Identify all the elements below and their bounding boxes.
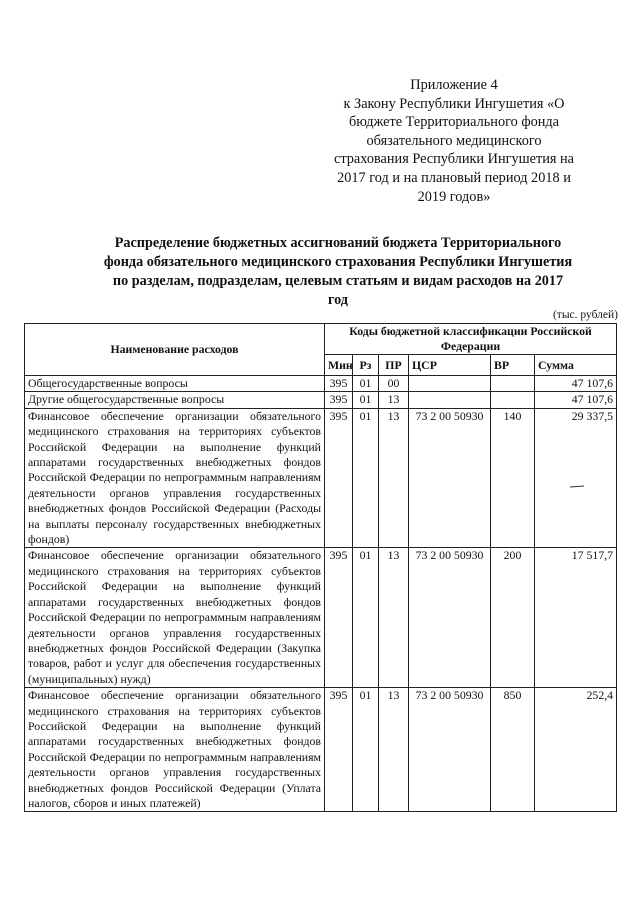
- budget-table: [24, 323, 617, 812]
- row-rz: 01: [353, 548, 379, 688]
- table-row: [25, 688, 617, 812]
- table-row: [25, 376, 617, 392]
- row-pr: 13: [379, 688, 409, 812]
- table-row: [25, 548, 617, 688]
- header-vr: ВР: [491, 355, 535, 376]
- row-pr: 13: [379, 392, 409, 408]
- header-sum: Сумма: [535, 355, 617, 376]
- row-min: 395: [325, 548, 353, 688]
- row-rz: 01: [353, 408, 379, 548]
- title-line: фонда обязательного медицинского страхования Республики Ингушетия: [103, 254, 573, 270]
- row-csr: [409, 376, 491, 392]
- table-row: [25, 408, 617, 548]
- row-name: Общегосударственные вопросы: [25, 376, 325, 392]
- row-name: Другие общегосударственные вопросы: [25, 392, 325, 408]
- row-pr: 00: [379, 376, 409, 392]
- units-label: (тыс. рублей): [552, 309, 618, 321]
- row-sum: 252,4: [535, 688, 617, 812]
- row-sum: 47 107,6: [535, 392, 617, 408]
- header-rz: Рз: [353, 355, 379, 376]
- header-row: [25, 324, 617, 355]
- appendix-note: [318, 76, 590, 206]
- row-csr: [409, 392, 491, 408]
- header-csr: ЦСР: [409, 355, 491, 376]
- row-csr: 73 2 00 50930: [409, 688, 491, 812]
- row-rz: 01: [353, 688, 379, 812]
- row-pr: 13: [379, 548, 409, 688]
- appendix-line: 2019 годов»: [417, 188, 491, 205]
- header-codes-group: Коды бюджетной классификации Российской Федерации: [325, 324, 617, 355]
- row-min: 395: [325, 408, 353, 548]
- appendix-line: Приложение 4: [410, 77, 498, 93]
- row-min: 395: [325, 376, 353, 392]
- appendix-line: к Закону Республики Ингушетия «О: [343, 95, 565, 112]
- row-sum: 29 337,5: [535, 408, 617, 548]
- row-min: 395: [325, 688, 353, 812]
- header-pr: ПР: [379, 355, 409, 376]
- row-pr: 13: [379, 408, 409, 548]
- row-min: 395: [325, 392, 353, 408]
- row-vr: 850: [491, 688, 535, 812]
- title-line: Распределение бюджетных ассигнований бюджета Территориального: [114, 235, 562, 251]
- title-line: год: [328, 292, 348, 308]
- row-vr: 200: [491, 548, 535, 688]
- appendix-line: страхования Республики Ингушетия на: [333, 151, 575, 168]
- row-vr: [491, 392, 535, 408]
- row-vr: [491, 376, 535, 392]
- header-name: Наименование расходов: [25, 324, 325, 376]
- row-name: Финансовое обеспечение организации обязательного медицинского страхования на территориях субъектов Российской Федерации на выполнение функций аппаратами государственных внебюджетных фондов Российской Федерации по непрограммным направлениям деятельности органов управления государственных внебюджетных фондов Российской Федерации (Закупка товаров, работ и услуг для обеспечения государственных (муниципальных) нужд): [25, 548, 325, 688]
- row-vr: 140: [491, 408, 535, 548]
- row-sum: 47 107,6: [535, 376, 617, 392]
- row-csr: 73 2 00 50930: [409, 408, 491, 548]
- header-min: Мин: [325, 355, 353, 376]
- row-name: Финансовое обеспечение организации обязательного медицинского страхования на территориях субъектов Российской Федерации на выполнение функций аппаратами государственных внебюджетных фондов Российской Федерации по непрограммным направлениям деятельности органов управления государственных внебюджетных фондов Российской Федерации (Расходы на выплаты персоналу государственных внебюджетных фондов): [25, 408, 325, 548]
- row-rz: 01: [353, 376, 379, 392]
- row-rz: 01: [353, 392, 379, 408]
- row-name: Финансовое обеспечение организации обязательного медицинского страхования на территориях субъектов Российской Федерации на выполнение функций аппаратами государственных внебюджетных фондов Российской Федерации по непрограммным направлениям деятельности органов управления государственных внебюджетных фондов Российской Федерации (Уплата налогов, сборов и иных платежей): [25, 688, 325, 812]
- title-line: по разделам, подразделам, целевым статьям и видам расходов на 2017: [112, 273, 564, 289]
- row-csr: 73 2 00 50930: [409, 548, 491, 688]
- appendix-line: бюджете Территориального фонда: [348, 114, 560, 131]
- appendix-line: обязательного медицинского: [366, 132, 542, 149]
- table-row: [25, 392, 617, 408]
- document-title: [78, 234, 598, 310]
- appendix-line: 2017 год и на плановый период 2018 и: [337, 169, 571, 186]
- row-sum: 17 517,7: [535, 548, 617, 688]
